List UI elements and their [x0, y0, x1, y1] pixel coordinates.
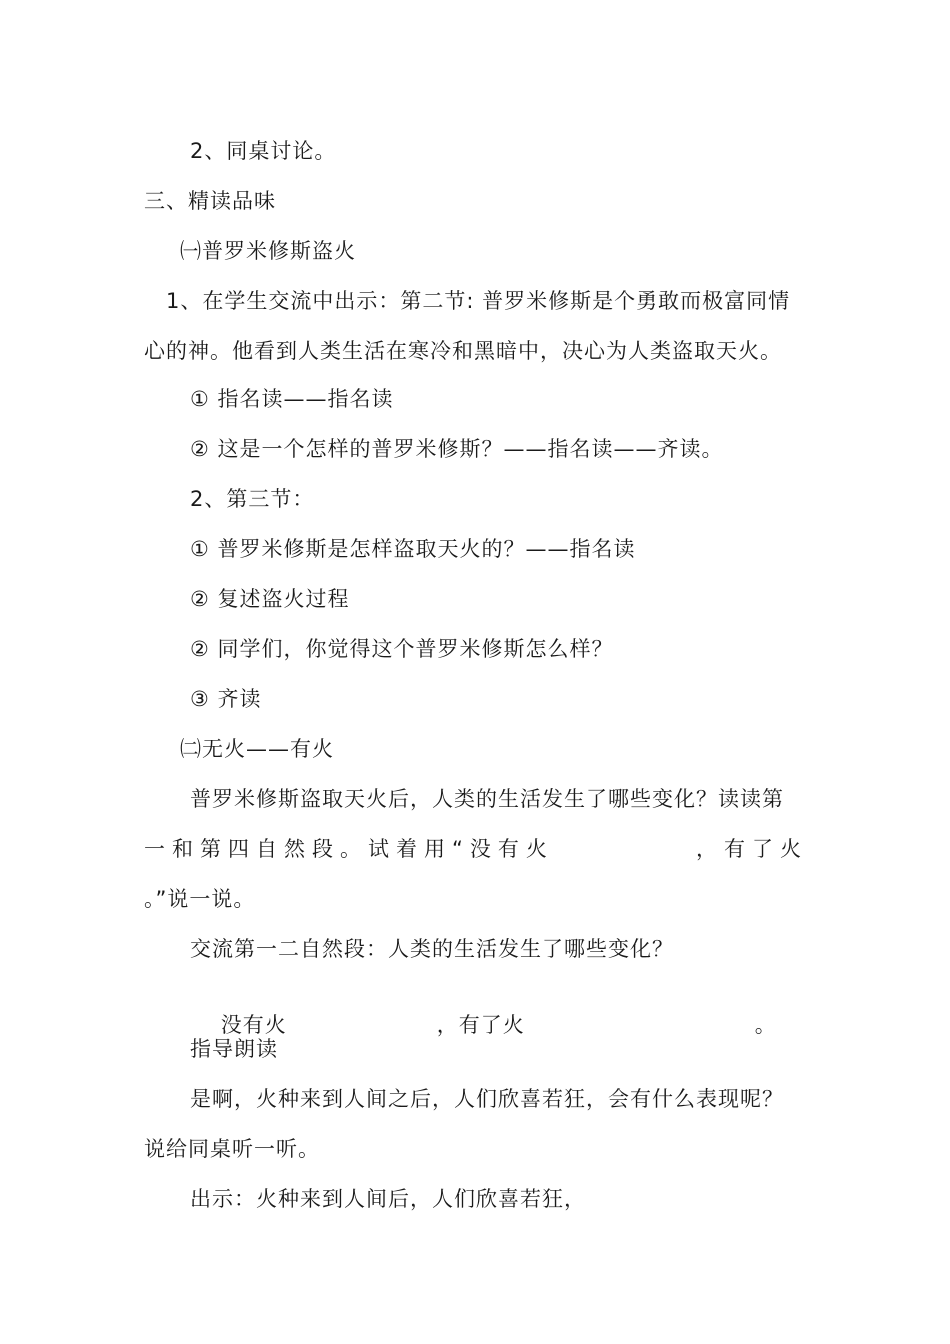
paragraph: 是啊，火种来到人间之后，人们欣喜若狂，会有什么表现呢？: [190, 1087, 784, 1111]
fill-in-text: ，有了火: [436, 1013, 525, 1037]
paragraph: 说给同桌听一听。: [144, 1137, 320, 1161]
list-item: ② 这是一个怎样的普罗米修斯？——指名读——齐读。: [190, 437, 724, 461]
fill-in-text: 一和第四自然段。试着用“没有火: [144, 837, 554, 861]
paragraph: 1、在学生交流中出示：第二节: 普罗米修斯是个勇敢而极富同情: [166, 289, 791, 313]
list-item: ② 同学们，你觉得这个普罗米修斯怎么样？: [190, 637, 614, 661]
paragraph: 2、第三节：: [190, 487, 315, 511]
section-heading: 三、精读品味: [144, 189, 276, 213]
fill-in-text: ，有了火: [696, 837, 808, 861]
subsection-heading: ㈡无火——有火: [180, 737, 334, 761]
list-item: ② 复述盗火过程: [190, 587, 350, 611]
fill-in-text: 没有火: [220, 1013, 287, 1037]
list-item: ① 普罗米修斯是怎样盗取天火的？——指名读: [190, 537, 636, 561]
subsection-heading: ㈠普罗米修斯盗火: [180, 239, 356, 263]
fill-in-line: [144, 836, 808, 862]
list-item: ① 指名读——指名读: [190, 387, 394, 411]
paragraph: 出示：火种来到人间后，人们欣喜若狂，: [190, 1187, 586, 1211]
paragraph: 交流第一二自然段：人类的生活发生了哪些变化？: [190, 937, 674, 961]
paragraph: 2、同桌讨论。: [190, 139, 337, 163]
paragraph: 心的神。他看到人类生活在寒冷和黑暗中，决心为人类盗取天火。: [144, 339, 782, 363]
list-item: ③ 齐读: [190, 687, 262, 711]
fill-in-text: 。: [754, 1013, 777, 1037]
paragraph: 。”说一说。: [144, 887, 256, 911]
paragraph: 普罗米修斯盗取天火后，人类的生活发生了哪些变化？读读第: [190, 787, 784, 811]
paragraph: 指导朗读: [190, 1037, 278, 1061]
